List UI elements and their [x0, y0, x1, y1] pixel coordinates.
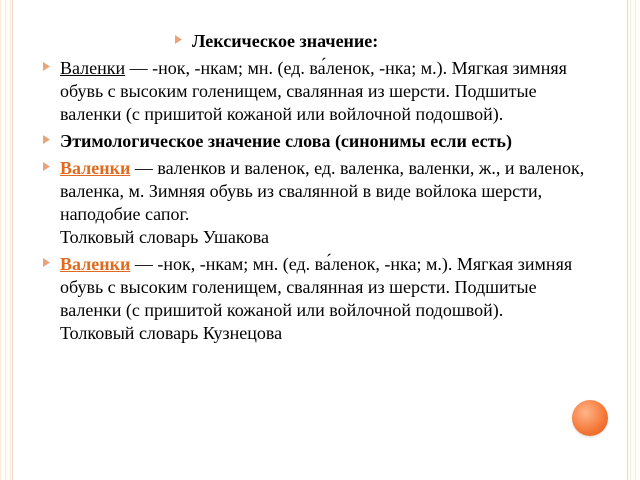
- bullet-icon: [42, 258, 51, 267]
- definition-text: — -нок, -нкам; мн. (ед. ва́ленок, -нка; м.). Мягкая зимняя обувь с высоким голенищем, свалянная из шерсти. Подшитые валенки (с пришитой кожаной или войлочной подошвой).: [60, 254, 573, 320]
- etymology-heading: Этимологическое значение слова (синонимы если есть): [60, 131, 512, 151]
- lexical-heading-item: [192, 30, 602, 53]
- term-link[interactable]: Валенки: [60, 254, 131, 274]
- definition-text: — -нок, -нкам; мн. (ед. ва́ленок, -нка; м.). Мягкая зимняя обувь с высоким голенищем, свалянная из шерсти. Подшитые валенки (с пришитой кожаной или войлочной подошвой).: [60, 58, 567, 124]
- ushakov-definition-item: [42, 157, 602, 249]
- orange-circle-icon: [572, 400, 608, 436]
- bullet-icon: [42, 62, 51, 71]
- lexical-heading: Лексическое значение:: [192, 31, 379, 51]
- definition-text: — валенков и валенок, ед. валенка, валенки, ж., и валенок, валенка, м. Зимняя обувь из свалянной в виде войлока шерсти, наподобие сапог.: [60, 158, 585, 224]
- bullet-icon: [42, 162, 51, 171]
- lexical-definition-item: [42, 57, 602, 126]
- term-link[interactable]: Валенки: [60, 158, 131, 178]
- kuznetsov-definition-item: [42, 253, 602, 345]
- etymology-heading-item: [42, 130, 602, 153]
- dictionary-source: Толковый словарь Кузнецова: [60, 323, 283, 343]
- bullet-icon: [174, 35, 183, 44]
- term-link[interactable]: Валенки: [60, 58, 126, 78]
- bullet-icon: [42, 135, 51, 144]
- slide-content: [42, 30, 602, 349]
- dictionary-source: Толковый словарь Ушакова: [60, 227, 269, 247]
